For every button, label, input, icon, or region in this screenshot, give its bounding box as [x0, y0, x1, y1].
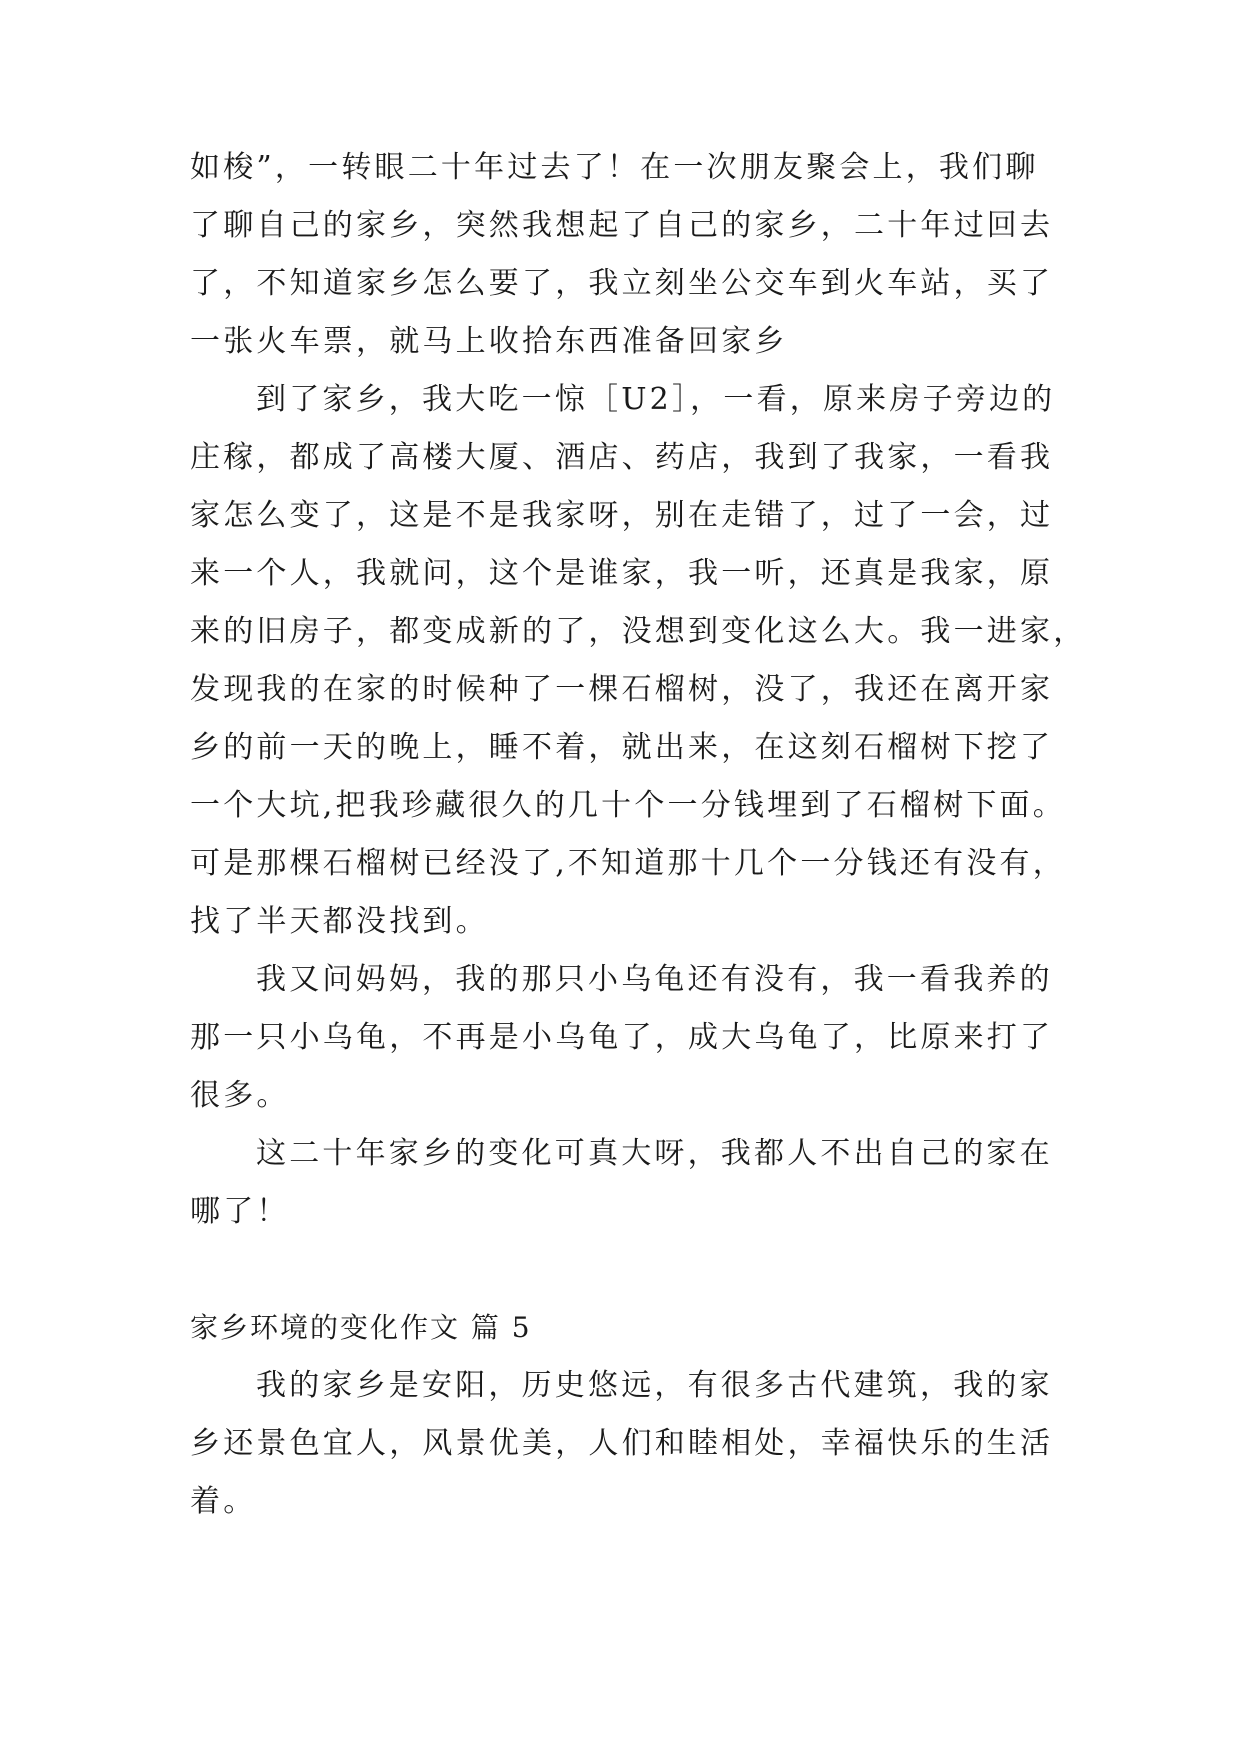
- paragraph-line: 一个大坑,把我珍藏很久的几十个一分钱埋到了石榴树下面。: [190, 788, 1066, 823]
- paragraph-line: 乡的前一天的晚上，睡不着，就出来，在这刻石榴树下挖了: [190, 730, 1054, 765]
- paragraph-line: 乡还景色宜人，风景优美，人们和睦相处，幸福快乐的生活: [190, 1426, 1054, 1461]
- paragraph-line: 那一只小乌龟，不再是小乌龟了，成大乌龟了，比原来打了: [190, 1020, 1054, 1055]
- paragraph-line: 家怎么变了，这是不是我家呀，别在走错了，过了一会，过: [190, 498, 1054, 533]
- paragraph-line: 可是那棵石榴树已经没了,不知道那十几个一分钱还有没有，: [190, 846, 1066, 881]
- paragraph-line: 着。: [190, 1484, 257, 1519]
- paragraph-line: 发现我的在家的时候种了一棵石榴树，没了，我还在离开家: [190, 672, 1054, 707]
- paragraph-line: 了聊自己的家乡，突然我想起了自己的家乡，二十年过回去: [190, 208, 1054, 243]
- section-heading: 家乡环境的变化作文 篇 5: [190, 1311, 532, 1344]
- paragraph-line: 哪了！: [190, 1194, 290, 1229]
- paragraph-line: 这二十年家乡的变化可真大呀，我都人不出自己的家在: [256, 1136, 1053, 1171]
- paragraph-line: 我的家乡是安阳，历史悠远，有很多古代建筑，我的家: [256, 1368, 1053, 1403]
- paragraph-line: 如梭”，一转眼二十年过去了！在一次朋友聚会上，我们聊: [190, 150, 1039, 185]
- paragraph-line: 一张火车票，就马上收拾东西准备回家乡: [190, 324, 788, 359]
- paragraph-line: 来一个人，我就问，这个是谁家，我一听，还真是我家，原: [190, 556, 1054, 591]
- paragraph-line: 到了家乡，我大吃一惊［U2］，一看，原来房子旁边的: [256, 382, 1056, 417]
- paragraph-line: 庄稼，都成了高楼大厦、酒店、药店，我到了我家，一看我: [190, 440, 1054, 475]
- paragraph-line: 来的旧房子，都变成新的了，没想到变化这么大。我一进家，: [190, 614, 1087, 649]
- paragraph-line: 很多。: [190, 1078, 290, 1113]
- paragraph-line: 了，不知道家乡怎么要了，我立刻坐公交车到火车站，买了: [190, 266, 1054, 301]
- paragraph-line: 我又问妈妈，我的那只小乌龟还有没有，我一看我养的: [256, 962, 1053, 997]
- paragraph-line: 找了半天都没找到。: [190, 904, 489, 939]
